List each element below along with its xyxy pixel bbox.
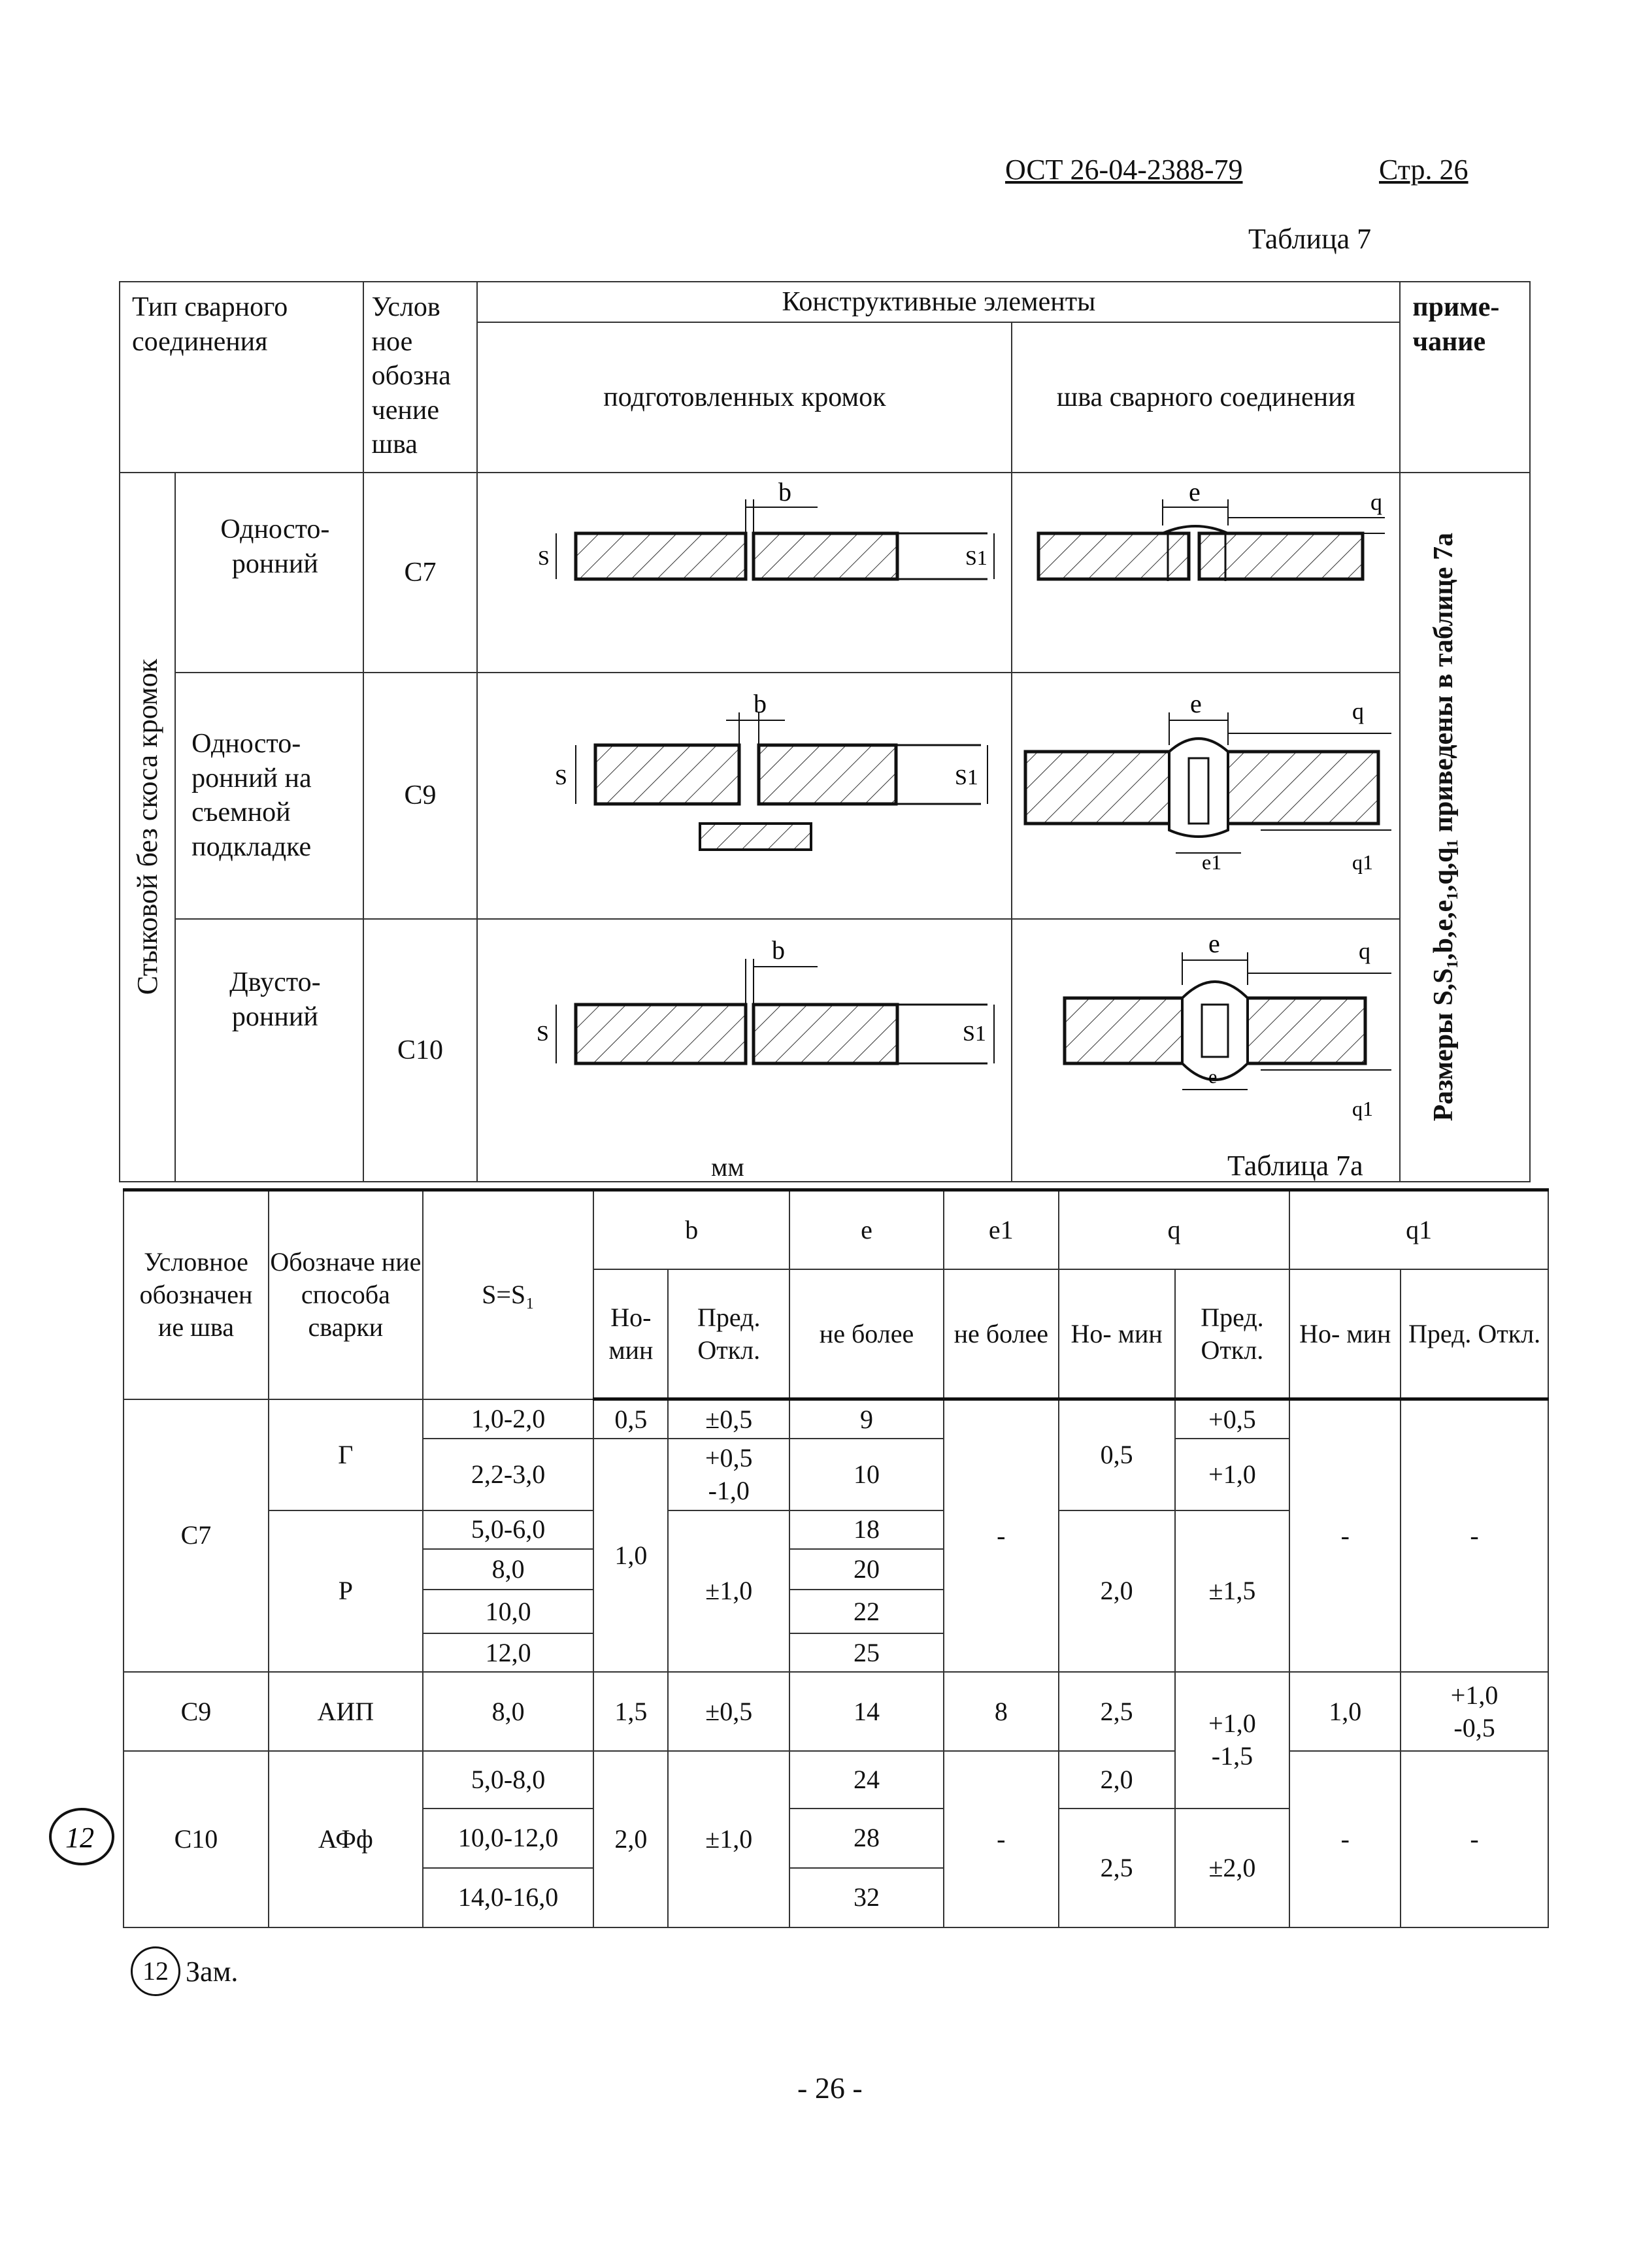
table-cell: 2,5 <box>1059 1672 1175 1752</box>
table-cell: 28 <box>789 1809 944 1868</box>
h-s: S=S₁ <box>423 1190 594 1399</box>
c9-q-dev: +1,0 -1,5 <box>1175 1672 1290 1809</box>
label-b: b <box>778 477 792 507</box>
label-q1: q1 <box>1352 850 1374 874</box>
h-b-nom: Но- мин <box>593 1269 668 1399</box>
col-weld-header: шва сварного соединения <box>1012 322 1400 473</box>
c10-code: С10 <box>124 1751 269 1927</box>
row-c7-edges-drawing <box>477 473 1012 673</box>
table-cell: 8 <box>944 1672 1059 1752</box>
c9-edges-svg <box>478 673 1011 910</box>
label-b: b <box>754 688 767 718</box>
label-q: q <box>1352 697 1365 724</box>
c10-weld-svg <box>1012 920 1399 1172</box>
label-e1: e1 <box>1202 850 1222 874</box>
label-e: e <box>1208 929 1221 958</box>
col-elements-header: Конструктивные элементы <box>477 282 1400 322</box>
table-cell: 10 <box>789 1439 944 1510</box>
table-cell: 22 <box>789 1590 944 1633</box>
h-q1: q1 <box>1289 1190 1548 1270</box>
table-cell: 14 <box>789 1672 944 1752</box>
c7-method-g: Г <box>269 1399 423 1510</box>
c7-q-nom2: 2,0 <box>1059 1510 1175 1672</box>
h-q-nom: Но- мин <box>1059 1269 1175 1399</box>
table-cell: 5,0-6,0 <box>423 1510 594 1549</box>
footnote-text: Зам. <box>186 1955 239 1988</box>
table-cell: 25 <box>789 1633 944 1672</box>
table-cell: +0,5 -1,0 <box>668 1439 789 1510</box>
table-cell: 14,0-16,0 <box>423 1868 594 1927</box>
table-cell: 24 <box>789 1751 944 1808</box>
table-cell: 1,0-2,0 <box>423 1399 594 1439</box>
plate-right <box>754 533 897 579</box>
label-e: e <box>1189 477 1201 507</box>
page-number: - 26 - <box>797 2071 863 2105</box>
c10-e1: - <box>944 1751 1059 1927</box>
c10-method: АФф <box>269 1751 423 1927</box>
label-q: q <box>1370 489 1383 515</box>
c10-q-dev: ±2,0 <box>1175 1809 1290 1927</box>
c10-b-dev: ±1,0 <box>668 1751 789 1927</box>
label-s1: S1 <box>955 765 979 790</box>
table-7a <box>123 1188 1549 1928</box>
c7-q-nom1: 0,5 <box>1059 1399 1175 1510</box>
c7-edges-svg <box>478 473 1011 663</box>
table-cell: 10,0-12,0 <box>423 1809 594 1868</box>
table-cell: 10,0 <box>423 1590 594 1633</box>
row-c10-type: Двусто- ронний <box>175 919 363 1182</box>
c9-method: АИП <box>269 1672 423 1752</box>
circle-mark-icon <box>46 1804 118 1869</box>
row-c7-weld-drawing <box>1012 473 1400 673</box>
h-q: q <box>1059 1190 1290 1270</box>
h-q1-dev: Пред. Откл. <box>1401 1269 1548 1399</box>
col-edges-header: подготовленных кромок <box>477 322 1012 473</box>
table-cell: +1,0 -0,5 <box>1401 1672 1548 1752</box>
row-c10-code: С10 <box>363 919 478 1182</box>
row-c9-edges-drawing <box>477 673 1012 920</box>
c10-b-nom: 2,0 <box>593 1751 668 1927</box>
label-s1: S1 <box>965 546 988 569</box>
row-c7-code: С7 <box>363 473 478 673</box>
c7-code: С7 <box>124 1399 269 1672</box>
h-q1-nom: Но- мин <box>1289 1269 1401 1399</box>
table-cell: 1,5 <box>593 1672 668 1752</box>
double-weld <box>1182 982 1248 1080</box>
c10-q1-dev: - <box>1401 1751 1548 1927</box>
row-c9-type: Односто- ронний на съемной подкладке <box>175 673 363 920</box>
table-cell: 2,0 <box>1059 1751 1175 1808</box>
c10-edges-svg <box>478 920 1011 1172</box>
table7-caption: Таблица 7 <box>1248 223 1372 255</box>
margin-mark-text: 12 <box>65 1822 94 1854</box>
table-cell: ±0,5 <box>668 1672 789 1752</box>
group-label-cell <box>120 473 175 1182</box>
col-note-header: приме- чание <box>1400 282 1530 473</box>
table-cell: 20 <box>789 1549 944 1590</box>
c10-q1-nom: - <box>1289 1751 1401 1927</box>
table-cell: 0,5 <box>593 1399 668 1439</box>
margin-circled-mark <box>46 1804 118 1869</box>
row-c10-weld-drawing <box>1012 919 1400 1182</box>
c9-code: С9 <box>124 1672 269 1752</box>
footnote-mark: 12 <box>131 1946 180 1996</box>
col-type-header: Тип сварного соединения <box>120 282 363 473</box>
row-c9-weld-drawing <box>1012 673 1400 920</box>
footnote <box>131 1946 238 1996</box>
c7-e1: - <box>944 1399 1059 1672</box>
label-q1: q1 <box>1352 1097 1374 1120</box>
label-s: S <box>537 1022 550 1046</box>
table-cell: 32 <box>789 1868 944 1927</box>
c7-q1-dev: - <box>1401 1399 1548 1672</box>
h-q-dev: Пред. Откл. <box>1175 1269 1290 1399</box>
table-7 <box>119 281 1531 1182</box>
note-cell <box>1400 473 1530 1182</box>
h-b: b <box>593 1190 789 1270</box>
c7-weld-svg <box>1012 473 1399 663</box>
h-e1-nomore: не более <box>944 1269 1059 1399</box>
c7-b-nom2: 1,0 <box>593 1439 668 1672</box>
standard-number: ОСТ 26-04-2388-79 <box>1005 154 1243 186</box>
h-b-dev: Пред. Откл. <box>668 1269 789 1399</box>
label-e-bottom: e <box>1208 1066 1218 1088</box>
row-c10-edges-drawing <box>477 919 1012 1182</box>
table-cell: 5,0-8,0 <box>423 1751 594 1808</box>
row-c9-code: С9 <box>363 673 478 920</box>
c7-method-r: Р <box>269 1510 423 1672</box>
page-label: Стр. 26 <box>1379 154 1468 186</box>
h-e1: e1 <box>944 1190 1059 1270</box>
table-cell: +1,0 <box>1175 1439 1290 1510</box>
label-s: S <box>555 765 568 790</box>
table-cell: 12,0 <box>423 1633 594 1672</box>
c10-q-nom2: 2,5 <box>1059 1809 1175 1927</box>
table-cell: 2,2-3,0 <box>423 1439 594 1510</box>
table-cell: 9 <box>789 1399 944 1439</box>
unit-label: мм <box>711 1152 744 1182</box>
table-cell: 18 <box>789 1510 944 1549</box>
backing-strip <box>700 824 811 850</box>
weld-section <box>1169 739 1228 837</box>
table-cell: 1,0 <box>1289 1672 1401 1752</box>
c7-b-dev3: ±1,0 <box>668 1510 789 1672</box>
col-code-header: Услов ное обозна чение шва <box>363 282 478 473</box>
row-c7-type: Односто- ронний <box>175 473 363 673</box>
table-cell: 8,0 <box>423 1549 594 1590</box>
label-b: b <box>772 935 786 965</box>
label-s1: S1 <box>963 1022 987 1046</box>
c7-q-dev3: ±1,5 <box>1175 1510 1290 1672</box>
label-s: S <box>538 546 550 569</box>
h-code: Условное обозначен ие шва <box>124 1190 269 1399</box>
h-e-nomore: не более <box>789 1269 944 1399</box>
h-method: Обозначе ние способа сварки <box>269 1190 423 1399</box>
table7a-caption: Таблица 7а <box>1227 1150 1363 1182</box>
note-text: Размеры S,S₁,b,e,e₁,q,q₁ приведены в таблице 7а <box>1428 533 1459 1122</box>
table-cell: 8,0 <box>423 1672 594 1752</box>
label-q: q <box>1359 938 1371 964</box>
plate-left <box>576 533 746 579</box>
c9-weld-svg <box>1012 673 1399 910</box>
table-cell: +0,5 <box>1175 1399 1290 1439</box>
h-e: e <box>789 1190 944 1270</box>
group-label: Стыковой без скоса кромок <box>131 659 164 995</box>
label-e: e <box>1190 688 1203 718</box>
c7-q1-nom: - <box>1289 1399 1401 1672</box>
table-cell: ±0,5 <box>668 1399 789 1439</box>
